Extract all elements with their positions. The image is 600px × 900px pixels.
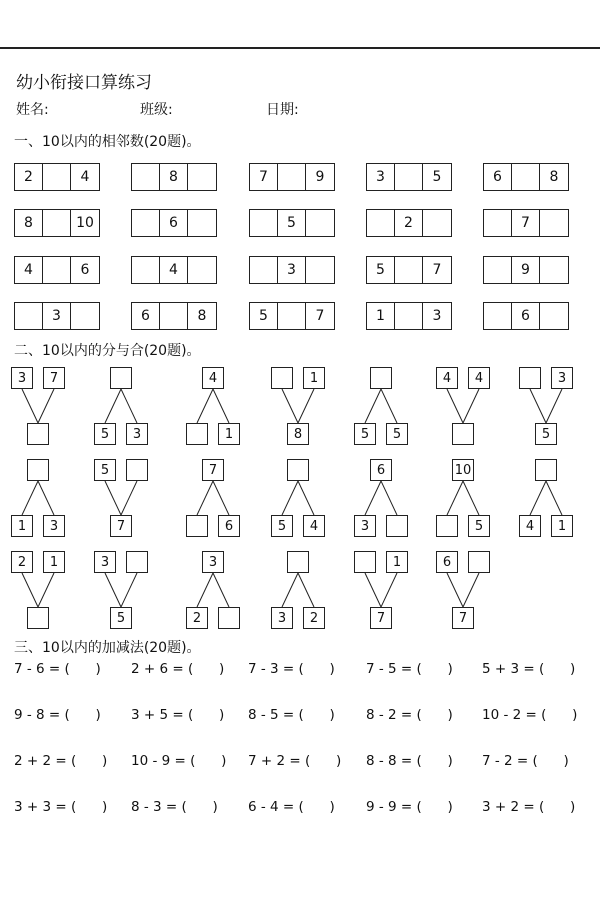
connector-line xyxy=(213,573,229,607)
connector-line xyxy=(22,389,38,423)
number-cell: 2 xyxy=(395,210,423,236)
number-cell: 6 xyxy=(160,210,188,236)
connector-line xyxy=(298,481,314,515)
decompose-box: 4 xyxy=(468,367,490,389)
connector-line xyxy=(121,573,137,607)
number-cell: 7 xyxy=(250,164,278,190)
number-cell: 4 xyxy=(160,257,188,283)
arithmetic-problem[interactable]: 3 + 5 = ( ) xyxy=(131,707,225,723)
number-cell: 2 xyxy=(15,164,43,190)
decompose-box: 4 xyxy=(436,367,458,389)
number-cell[interactable] xyxy=(306,257,334,283)
number-cell[interactable] xyxy=(540,210,568,236)
number-cell: 5 xyxy=(278,210,306,236)
arithmetic-problem[interactable]: 8 - 3 = ( ) xyxy=(131,799,218,815)
decompose-box[interactable] xyxy=(287,459,309,481)
number-cell: 6 xyxy=(512,303,540,329)
number-cell[interactable] xyxy=(160,303,188,329)
decompose-box: 5 xyxy=(110,607,132,629)
number-cell[interactable] xyxy=(43,257,71,283)
decompose-box: 6 xyxy=(436,551,458,573)
connector-line xyxy=(121,481,137,515)
neighbor-number-group xyxy=(131,256,217,284)
number-cell: 7 xyxy=(512,210,540,236)
decompose-box[interactable] xyxy=(354,551,376,573)
decompose-box[interactable] xyxy=(386,515,408,537)
decompose-box[interactable] xyxy=(468,551,490,573)
number-cell[interactable] xyxy=(188,210,216,236)
arithmetic-problem[interactable]: 7 - 3 = ( ) xyxy=(248,661,335,677)
number-cell[interactable] xyxy=(15,303,43,329)
connector-line xyxy=(105,573,121,607)
number-cell[interactable] xyxy=(278,303,306,329)
connector-line xyxy=(282,573,298,607)
number-cell[interactable] xyxy=(250,257,278,283)
connector-line xyxy=(365,573,381,607)
number-cell: 3 xyxy=(367,164,395,190)
connector-line xyxy=(381,389,397,423)
number-cell: 6 xyxy=(132,303,160,329)
connector-line xyxy=(530,389,546,423)
arithmetic-problem[interactable]: 8 - 8 = ( ) xyxy=(366,753,453,769)
decompose-box[interactable] xyxy=(287,551,309,573)
neighbor-number-group xyxy=(483,163,569,191)
connector-line xyxy=(381,573,397,607)
number-cell: 3 xyxy=(432,308,442,324)
decompose-box: 3 xyxy=(271,607,293,629)
decompose-box[interactable] xyxy=(126,551,148,573)
decompose-box[interactable] xyxy=(126,459,148,481)
arithmetic-problem[interactable]: 9 - 9 = ( ) xyxy=(366,799,453,815)
decompose-box[interactable] xyxy=(27,607,49,629)
decompose-box: 1 xyxy=(218,423,240,445)
number-cell: 8 xyxy=(160,164,188,190)
connector-line xyxy=(282,481,298,515)
connector-line xyxy=(197,389,213,423)
connector-line xyxy=(447,573,463,607)
number-cell: 7 xyxy=(315,308,325,324)
class-label: 班级: xyxy=(140,102,173,118)
arithmetic-problem[interactable]: 10 - 2 = ( ) xyxy=(482,707,578,723)
connector-line xyxy=(463,389,479,423)
neighbor-number-group xyxy=(366,163,452,191)
decompose-box: 3 xyxy=(354,515,376,537)
decompose-box[interactable] xyxy=(186,423,208,445)
section-decompose-title: 二、10以内的分与合(20题)。 xyxy=(14,343,201,359)
decompose-box[interactable] xyxy=(27,423,49,445)
arithmetic-problem[interactable]: 3 + 3 = ( ) xyxy=(14,799,108,815)
decompose-box: 4 xyxy=(303,515,325,537)
decompose-box: 4 xyxy=(519,515,541,537)
decompose-box: 3 xyxy=(126,423,148,445)
neighbor-number-group xyxy=(249,256,335,284)
decompose-box: 7 xyxy=(370,607,392,629)
decompose-box: 7 xyxy=(110,515,132,537)
arithmetic-problem[interactable]: 8 - 2 = ( ) xyxy=(366,707,453,723)
decompose-box: 5 xyxy=(94,459,116,481)
decompose-box[interactable] xyxy=(110,367,132,389)
connector-line xyxy=(213,389,229,423)
number-cell: 5 xyxy=(367,257,395,283)
decompose-box[interactable] xyxy=(436,515,458,537)
connector-line xyxy=(38,389,54,423)
number-cell: 10 xyxy=(76,215,94,231)
number-cell: 3 xyxy=(43,303,71,329)
decompose-box: 1 xyxy=(11,515,33,537)
neighbor-number-group xyxy=(366,302,452,330)
decompose-box: 5 xyxy=(468,515,490,537)
decompose-box: 3 xyxy=(94,551,116,573)
decompose-box: 5 xyxy=(271,515,293,537)
arithmetic-problem[interactable]: 6 - 4 = ( ) xyxy=(248,799,335,815)
number-cell[interactable] xyxy=(132,210,160,236)
number-cell: 6 xyxy=(484,164,512,190)
neighbor-number-group xyxy=(249,209,335,237)
decompose-box: 7 xyxy=(43,367,65,389)
decompose-box[interactable] xyxy=(519,367,541,389)
date-label: 日期: xyxy=(266,102,299,118)
number-cell: 9 xyxy=(315,169,325,185)
neighbor-number-group xyxy=(131,163,217,191)
arithmetic-problem[interactable]: 5 + 3 = ( ) xyxy=(482,661,576,677)
connector-line xyxy=(38,481,54,515)
section-arith-title: 三、10以内的加减法(20题)。 xyxy=(14,640,201,656)
number-cell[interactable] xyxy=(367,210,395,236)
decompose-box: 2 xyxy=(186,607,208,629)
decompose-box: 1 xyxy=(386,551,408,573)
number-cell[interactable] xyxy=(188,164,216,190)
neighbor-number-group xyxy=(14,163,100,191)
decompose-box: 1 xyxy=(43,551,65,573)
neighbor-number-group xyxy=(483,256,569,284)
decompose-box[interactable] xyxy=(370,367,392,389)
connector-line xyxy=(365,389,381,423)
arithmetic-problem[interactable]: 10 - 9 = ( ) xyxy=(131,753,227,769)
decompose-box: 6 xyxy=(370,459,392,481)
connector-line xyxy=(22,481,38,515)
connector-line xyxy=(463,481,479,515)
connector-line xyxy=(22,573,38,607)
decompose-box[interactable] xyxy=(535,459,557,481)
connector-line xyxy=(530,481,546,515)
decompose-box: 1 xyxy=(551,515,573,537)
decompose-box: 6 xyxy=(218,515,240,537)
number-cell: 5 xyxy=(432,169,442,185)
neighbor-number-group xyxy=(14,209,100,237)
connector-line xyxy=(105,481,121,515)
decompose-box: 8 xyxy=(287,423,309,445)
decompose-box: 3 xyxy=(43,515,65,537)
decompose-box: 2 xyxy=(11,551,33,573)
arithmetic-problem[interactable]: 7 - 6 = ( ) xyxy=(14,661,101,677)
decompose-box[interactable] xyxy=(186,515,208,537)
arithmetic-problem[interactable]: 7 + 2 = ( ) xyxy=(248,753,342,769)
number-cell[interactable] xyxy=(306,210,334,236)
number-cell[interactable] xyxy=(512,164,540,190)
decompose-box: 3 xyxy=(202,551,224,573)
connector-line xyxy=(197,573,213,607)
section-neighbors-title: 一、10以内的相邻数(20题)。 xyxy=(14,134,201,150)
decompose-box: 7 xyxy=(202,459,224,481)
neighbor-number-group xyxy=(483,302,569,330)
number-cell[interactable] xyxy=(540,303,568,329)
arithmetic-problem[interactable]: 9 - 8 = ( ) xyxy=(14,707,101,723)
decompose-box: 3 xyxy=(551,367,573,389)
number-cell: 8 xyxy=(197,308,207,324)
neighbor-number-group xyxy=(131,302,217,330)
connector-line xyxy=(38,573,54,607)
number-cell: 1 xyxy=(367,303,395,329)
connector-line xyxy=(213,481,229,515)
decompose-box: 4 xyxy=(202,367,224,389)
decompose-box: 2 xyxy=(303,607,325,629)
connector-line xyxy=(298,573,314,607)
number-cell[interactable] xyxy=(484,303,512,329)
decompose-box[interactable] xyxy=(218,607,240,629)
connector-line xyxy=(546,389,562,423)
number-cell[interactable] xyxy=(43,164,71,190)
number-cell: 6 xyxy=(80,262,90,278)
number-cell[interactable] xyxy=(395,303,423,329)
connector-line xyxy=(282,389,298,423)
name-label: 姓名: xyxy=(16,102,49,118)
number-cell[interactable] xyxy=(188,257,216,283)
connector-line xyxy=(365,481,381,515)
decompose-box: 10 xyxy=(452,459,474,481)
number-cell[interactable] xyxy=(484,257,512,283)
number-cell: 3 xyxy=(278,257,306,283)
decompose-box: 1 xyxy=(303,367,325,389)
number-cell[interactable] xyxy=(423,210,451,236)
arithmetic-problem[interactable]: 7 - 5 = ( ) xyxy=(366,661,453,677)
decompose-box: 5 xyxy=(94,423,116,445)
arithmetic-problem[interactable]: 7 - 2 = ( ) xyxy=(482,753,569,769)
number-cell[interactable] xyxy=(484,210,512,236)
neighbor-number-group xyxy=(249,302,335,330)
arithmetic-problem[interactable]: 8 - 5 = ( ) xyxy=(248,707,335,723)
connector-line xyxy=(447,481,463,515)
decompose-box: 3 xyxy=(11,367,33,389)
neighbor-number-group xyxy=(131,209,217,237)
decompose-box: 5 xyxy=(386,423,408,445)
number-cell[interactable] xyxy=(132,257,160,283)
connector-line xyxy=(381,481,397,515)
number-cell: 8 xyxy=(549,169,559,185)
number-cell: 9 xyxy=(512,257,540,283)
number-cell[interactable] xyxy=(71,303,99,329)
number-cell: 7 xyxy=(432,262,442,278)
connector-line xyxy=(298,389,314,423)
number-cell: 4 xyxy=(80,169,90,185)
connector-line xyxy=(447,389,463,423)
neighbor-number-group xyxy=(366,209,452,237)
neighbor-number-group xyxy=(483,209,569,237)
decompose-box: 5 xyxy=(535,423,557,445)
arithmetic-problem[interactable]: 3 + 2 = ( ) xyxy=(482,799,576,815)
number-cell[interactable] xyxy=(395,164,423,190)
connector-line xyxy=(121,389,137,423)
neighbor-number-group xyxy=(249,163,335,191)
top-rule xyxy=(0,47,600,49)
number-cell: 8 xyxy=(15,210,43,236)
page-title: 幼小衔接口算练习 xyxy=(16,73,152,93)
connector-line xyxy=(546,481,562,515)
number-cell[interactable] xyxy=(278,164,306,190)
neighbor-number-group xyxy=(366,256,452,284)
connector-line xyxy=(105,389,121,423)
neighbor-number-group xyxy=(14,302,100,330)
arithmetic-problem[interactable]: 2 + 6 = ( ) xyxy=(131,661,225,677)
decompose-box[interactable] xyxy=(452,423,474,445)
arithmetic-problem[interactable]: 2 + 2 = ( ) xyxy=(14,753,108,769)
number-cell: 4 xyxy=(15,257,43,283)
number-cell[interactable] xyxy=(132,164,160,190)
decompose-box: 5 xyxy=(354,423,376,445)
neighbor-number-group xyxy=(14,256,100,284)
number-cell[interactable] xyxy=(540,257,568,283)
connector-line xyxy=(463,573,479,607)
number-cell[interactable] xyxy=(250,210,278,236)
decompose-box: 7 xyxy=(452,607,474,629)
number-cell[interactable] xyxy=(395,257,423,283)
number-cell[interactable] xyxy=(43,210,71,236)
connector-line xyxy=(197,481,213,515)
decompose-box[interactable] xyxy=(271,367,293,389)
decompose-box[interactable] xyxy=(27,459,49,481)
number-cell: 5 xyxy=(250,303,278,329)
